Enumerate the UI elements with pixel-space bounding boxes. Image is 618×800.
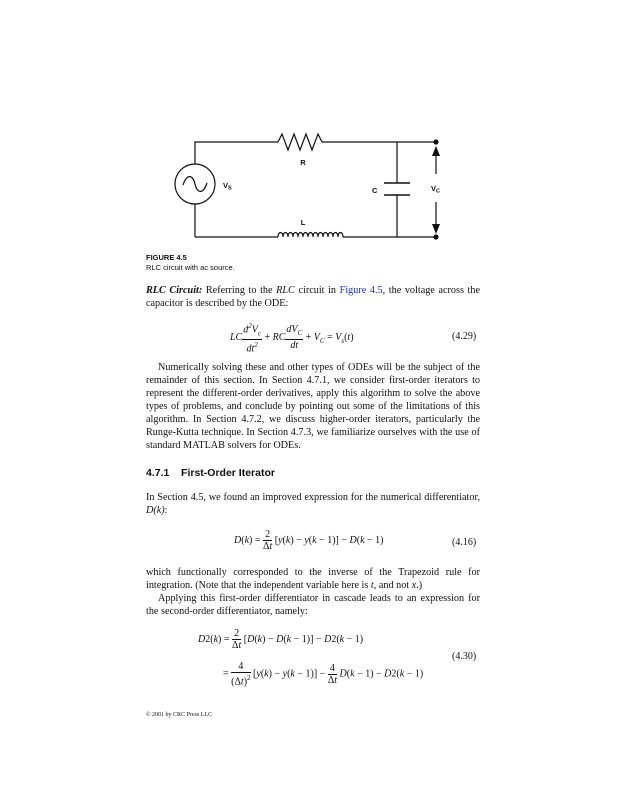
inductor-symbol [278,233,343,238]
para1-text-c: , the voltage across the capacitor is described by the ODE: [146,285,480,309]
section-title: First-Order Iterator [181,467,275,479]
rlc-heading: RLC Circuit: [146,285,203,296]
figure-caption [146,253,235,273]
arrow-up [432,146,440,156]
para3-dk: D(k) [146,505,165,516]
figure-4-5-link[interactable]: Figure 4.5 [339,285,383,296]
equation-4-30-line-1: D2(k) = $\frac{2}{\Delta t}$ [D(k) − D(k − 1)] − D2(k − 1) [198,628,364,651]
caption-text: RLC circuit with ac source. [146,263,235,272]
para1-text-a: Referring to the [202,285,277,296]
resistor-symbol [278,134,322,150]
equation-4-30-line-2: = $\frac{4}{(\Delta t)^2}$ [y(k) − y(k − 1)] − $\frac{4}{\Delta t}$ D(k − 1) − D2(k − 1) [223,661,424,688]
para4-text-b: , and not [373,580,412,591]
equation-4-29: LC $\frac{d^2V_c}{dt^2}$ + RC $\frac{dV_C}{dt}$ + $V_C = V_s(t)$ [230,322,354,355]
para4-x: x [411,580,417,591]
paragraph-trapezoid [146,566,480,592]
source-label: $V_S$ [223,181,232,192]
equation-number-4-16: (4.16) [452,537,477,548]
section-heading [146,467,275,479]
para3-text-b: : [164,505,168,516]
resistor-label: R [300,158,306,167]
capacitor-label: C [372,186,378,195]
para4-text-c: .) [416,580,423,591]
para4-t: t [370,580,374,591]
paragraph-improved-expression [146,491,480,517]
terminal-top [433,139,438,144]
para4-text-a: which functionally corresponded to the inverse of the Trapezoid rule for integration. (Note that the independent variable here is [146,567,480,591]
para1-text-b: circuit in [294,285,340,296]
copyright-footer: © 2001 by CRC Press LLC [146,712,213,718]
top-wire [195,142,278,143]
equation-number-4-29: (4.29) [452,331,477,342]
terminal-bottom [433,234,438,239]
equation-4-16: D(k) = $\frac{2}{\Delta t}$ [y(k) − y(k − 1)] − D(k − 1) [234,529,384,552]
section-number: 4.7.1 [146,467,170,479]
rlc-circuit-diagram [170,130,460,250]
caption-number: FIGURE 4.5 [146,253,187,262]
arrow-down [432,224,440,234]
paragraph-numerical-solving: Numerically solving these and other types of ODEs will be the subject of the remainder of this section. In Section 4.7.1, we consider first-order iterators to represent the different-order derivatives, apply this algorithm to solve the above types of problems, and conclude by pointing out some of the limitations of this algorithm. In Section 4.7.2, we discuss higher-order iterators, particularly the Runge-Kutta technique. In Section 4.7.3, we familiarize ourselves with the use of standard MATLAB solvers for ODEs. [146,362,480,451]
equation-number-4-30: (4.30) [452,651,477,662]
paragraph-rlc-circuit [146,284,480,310]
vc-label: $V_C$ [431,184,440,195]
paragraph-cascade: Applying this first-order differentiator in cascade leads to an expression for the second-order differentiator, namely: [146,593,480,617]
para1-rlc: RLC [276,285,295,296]
para3-text-a: In Section 4.5, we found an improved expression for the numerical differentiator, [146,492,480,503]
inductor-label: L [300,218,306,227]
